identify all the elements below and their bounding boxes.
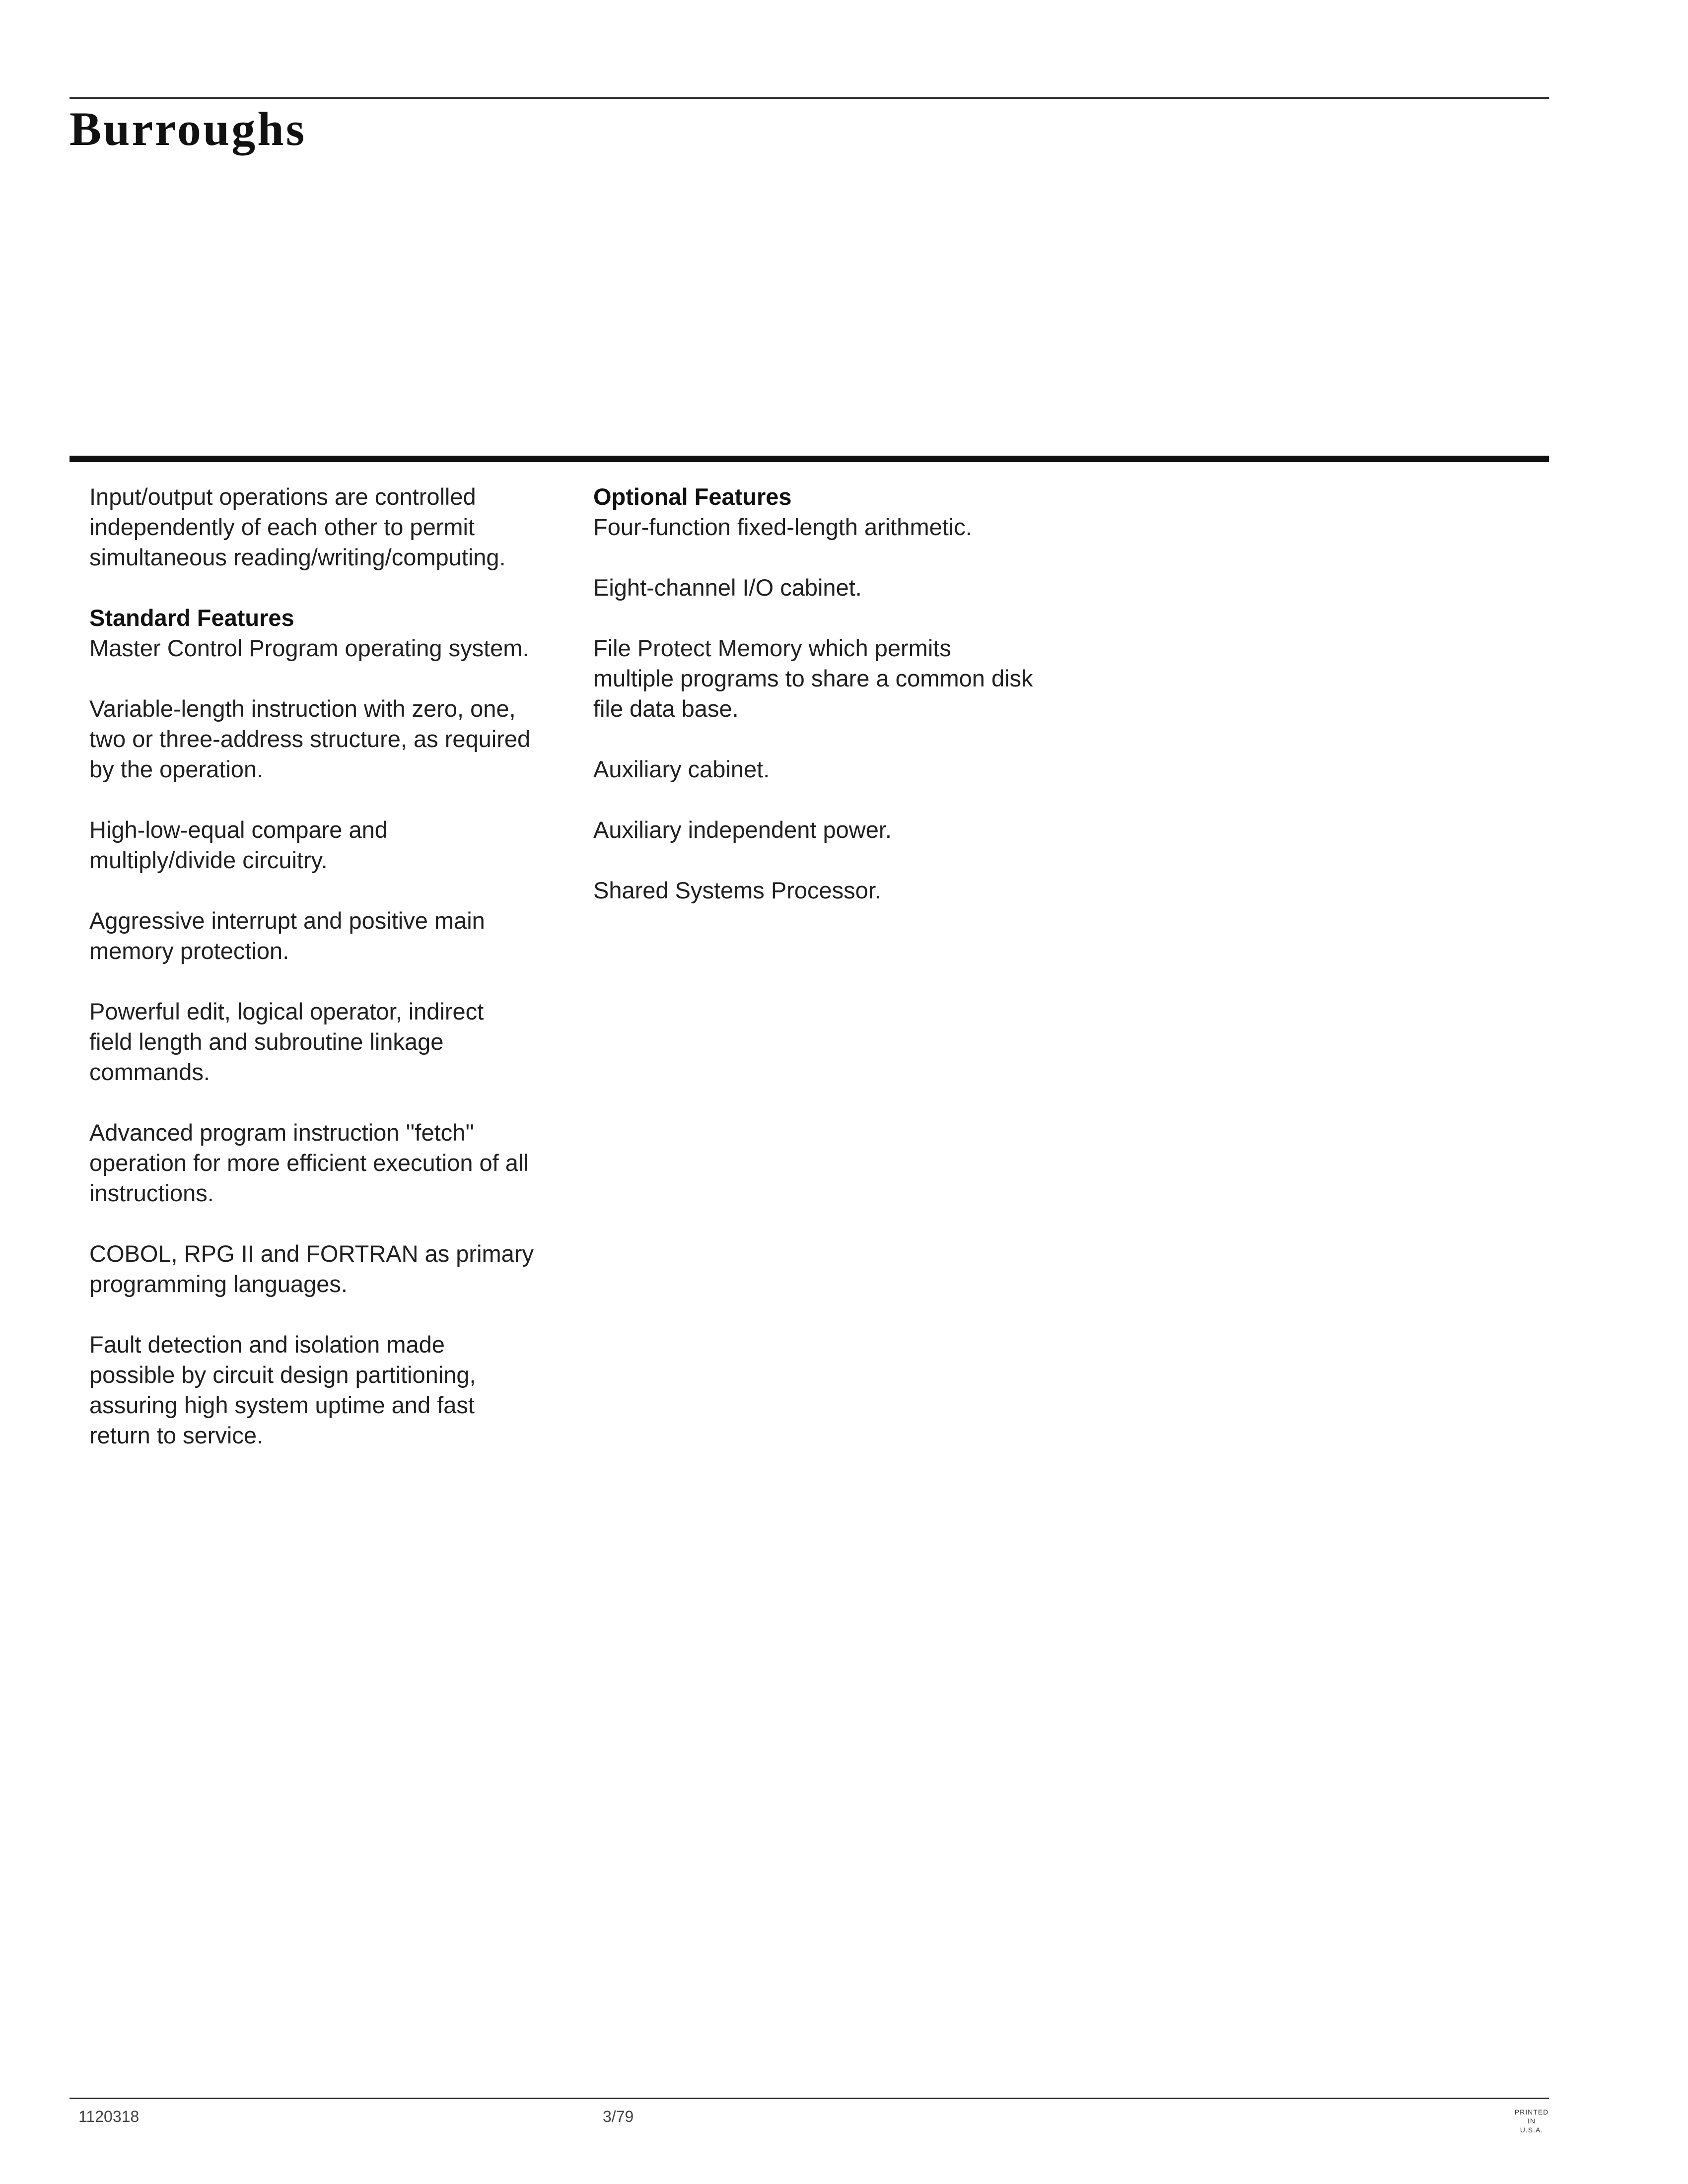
standard-feature-item: Powerful edit, logical operator, indirect field length and subroutine linkage commands.: [89, 998, 484, 1085]
section-divider: [70, 456, 1549, 462]
left-column: [89, 481, 586, 1481]
printed-in-usa-stamp: [1504, 2108, 1559, 2134]
standard-feature-item: Fault detection and isolation made possible by circuit design partitioning, assuring high system uptime and fast return to service.: [89, 1331, 476, 1448]
intro-paragraph: Input/output operations are controlled independently of each other to permit simultaneous reading/writing/computing.: [89, 483, 506, 570]
printed-line: PRINTED: [1514, 2108, 1549, 2116]
optional-feature-item: File Protect Memory which permits multiple programs to share a common disk file data base.: [593, 635, 1033, 722]
optional-feature-item: Shared Systems Processor.: [593, 877, 881, 903]
optional-feature-item: Four-function fixed-length arithmetic.: [593, 514, 972, 540]
standard-feature-item: Aggressive interrupt and positive main memory protection.: [89, 907, 485, 964]
print-date: 3/79: [603, 2108, 634, 2125]
burroughs-logo: Burroughs: [70, 102, 307, 155]
standard-feature-item: Advanced program instruction ''fetch'' operation for more efficient execution of all instructions.: [89, 1119, 529, 1206]
right-column: [593, 481, 1115, 936]
optional-feature-item: Auxiliary cabinet.: [593, 756, 770, 782]
standard-features-heading: Standard Features: [89, 605, 294, 631]
printed-line: IN: [1528, 2117, 1536, 2125]
standard-feature-item: High-low-equal compare and multiply/divide circuitry.: [89, 817, 388, 873]
standard-feature-item: COBOL, RPG II and FORTRAN as primary programming languages.: [89, 1240, 534, 1297]
standard-feature-item: Master Control Program operating system.: [89, 635, 529, 661]
footer-rule: [70, 2098, 1549, 2099]
optional-feature-item: Eight-channel I/O cabinet.: [593, 574, 862, 601]
printed-line: U.S.A.: [1520, 2126, 1544, 2134]
standard-feature-item: Variable-length instruction with zero, one, two or three-address structure, as required by the operation.: [89, 695, 531, 782]
top-rule: [70, 97, 1549, 99]
optional-feature-item: Auxiliary independent power.: [593, 817, 892, 843]
form-number: 1120318: [78, 2108, 140, 2125]
optional-features-heading: Optional Features: [593, 483, 792, 510]
